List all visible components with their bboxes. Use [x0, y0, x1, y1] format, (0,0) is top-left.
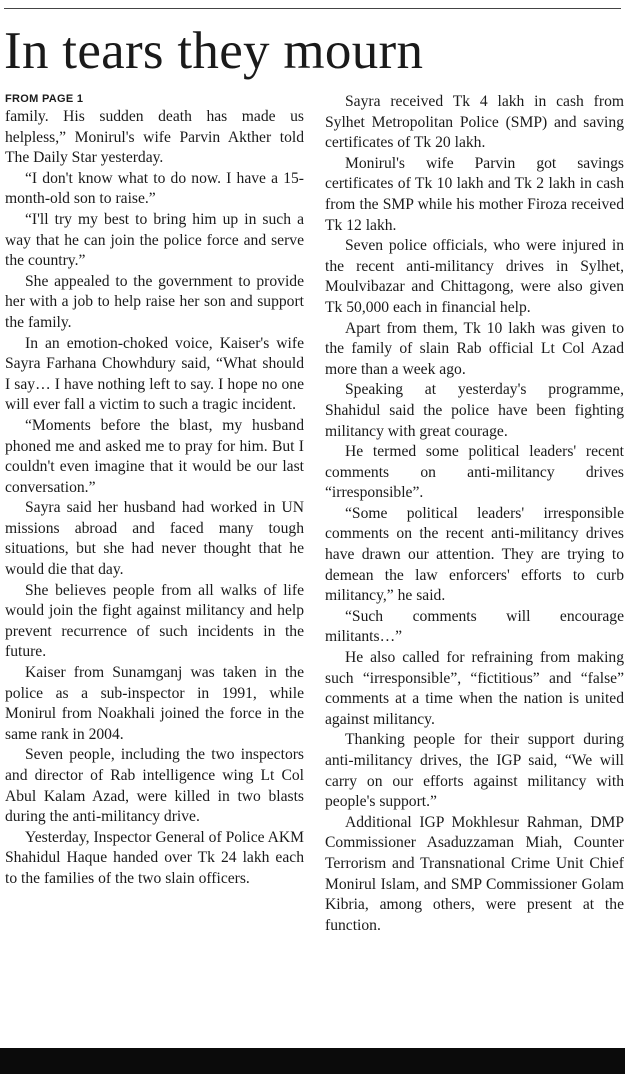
paragraph: He also called for refraining from making such “irresponsible”, “fictitious” and “false” comments at a time when the nation is united against militancy.	[325, 649, 624, 728]
paragraph: She believes people from all walks of life would join the fight against militancy and help prevent recurrence of such incidents in the future.	[5, 581, 304, 661]
paragraph: family. His sudden death has made us helpless,” Monirul's wife Parvin Akther told The Daily Star yesterday.	[5, 108, 304, 167]
top-rule	[4, 8, 621, 9]
paragraph: “I'll try my best to bring him up in such a way that he can join the police force and serve the country.”	[5, 210, 304, 270]
paragraph: He termed some political leaders' recent comments on anti-militancy drives “irresponsible”.	[325, 443, 624, 502]
paragraph: In an emotion-choked voice, Kaiser's wife Sayra Farhana Chowhdury said, “What should I say… I have nothing left to say. I hope no one will ever fall a victim to such a tragic incident.	[5, 334, 304, 414]
paragraph: Additional IGP Mokhlesur Rahman, DMP Commissioner Asaduzzaman Miah, Counter Terrorism and Transnational Crime Unit Chief Monirul Islam, and SMP Commissioner Golam Kibria, among others, were present at the function.	[325, 813, 624, 934]
paragraph: “Moments before the blast, my husband phoned me and asked me to pray for him. But I couldn't even imagine that it would be our last conversation.”	[5, 416, 304, 496]
paragraph: She appealed to the government to provide her with a job to help raise her son and support the family.	[5, 272, 304, 331]
paragraph: “Such comments will encourage militants…”	[325, 607, 624, 646]
paragraph: “Some political leaders' irresponsible comments on the recent anti-militancy drives have drawn our attention. They are trying to demean the law enforcers' efforts to curb militancy,” he said.	[325, 504, 624, 605]
paragraph: Sayra received Tk 4 lakh in cash from Sylhet Metropolitan Police (SMP) and saving certificates of Tk 20 lakh.	[325, 93, 624, 152]
paragraph: Seven police officials, who were injured in the recent anti-militancy drives in Sylhet, Moulvibazar and Chittagong, were also given Tk 50,000 each in financial help.	[325, 237, 624, 316]
continued-from-label: FROM PAGE 1	[5, 93, 84, 105]
bottom-black-bar	[0, 1048, 625, 1074]
paragraph: Sayra said her husband had worked in UN missions abroad and faced many tough situations, but she had never thought that he would die that day.	[5, 499, 304, 579]
paragraph: Thanking people for their support during anti-militancy drives, the IGP said, “We will carry on our efforts against militancy with people's support.”	[325, 731, 624, 811]
paragraph: “I don't know what to do now. I have a 15-month-old son to raise.”	[5, 169, 304, 208]
paragraph: Monirul's wife Parvin got savings certificates of Tk 10 lakh and Tk 2 lakh in cash from the SMP while his mother Firoza received Tk 12 lakh.	[325, 154, 624, 234]
article-column-left	[5, 92, 304, 890]
paragraph: Apart from them, Tk 10 lakh was given to the family of slain Rab official Lt Col Azad more than a week ago.	[325, 319, 624, 378]
paragraph: Seven people, including the two inspectors and director of Rab intelligence wing Lt Col Abul Kalam Azad, were killed in two blasts during the anti-militancy drive.	[5, 746, 304, 826]
paragraph: Speaking at yesterday's programme, Shahidul said the police have been fighting militancy with great courage.	[325, 381, 624, 440]
paragraph: Yesterday, Inspector General of Police AKM Shahidul Haque handed over Tk 24 lakh each to the families of the two slain officers.	[5, 828, 304, 887]
paragraph: Kaiser from Sunamganj was taken in the police as a sub-inspector in 1991, while Monirul from Noakhali joined the force in the same rank in 2004.	[5, 664, 304, 743]
article-headline: In tears they mourn	[4, 22, 424, 80]
article-column-right	[325, 92, 624, 936]
